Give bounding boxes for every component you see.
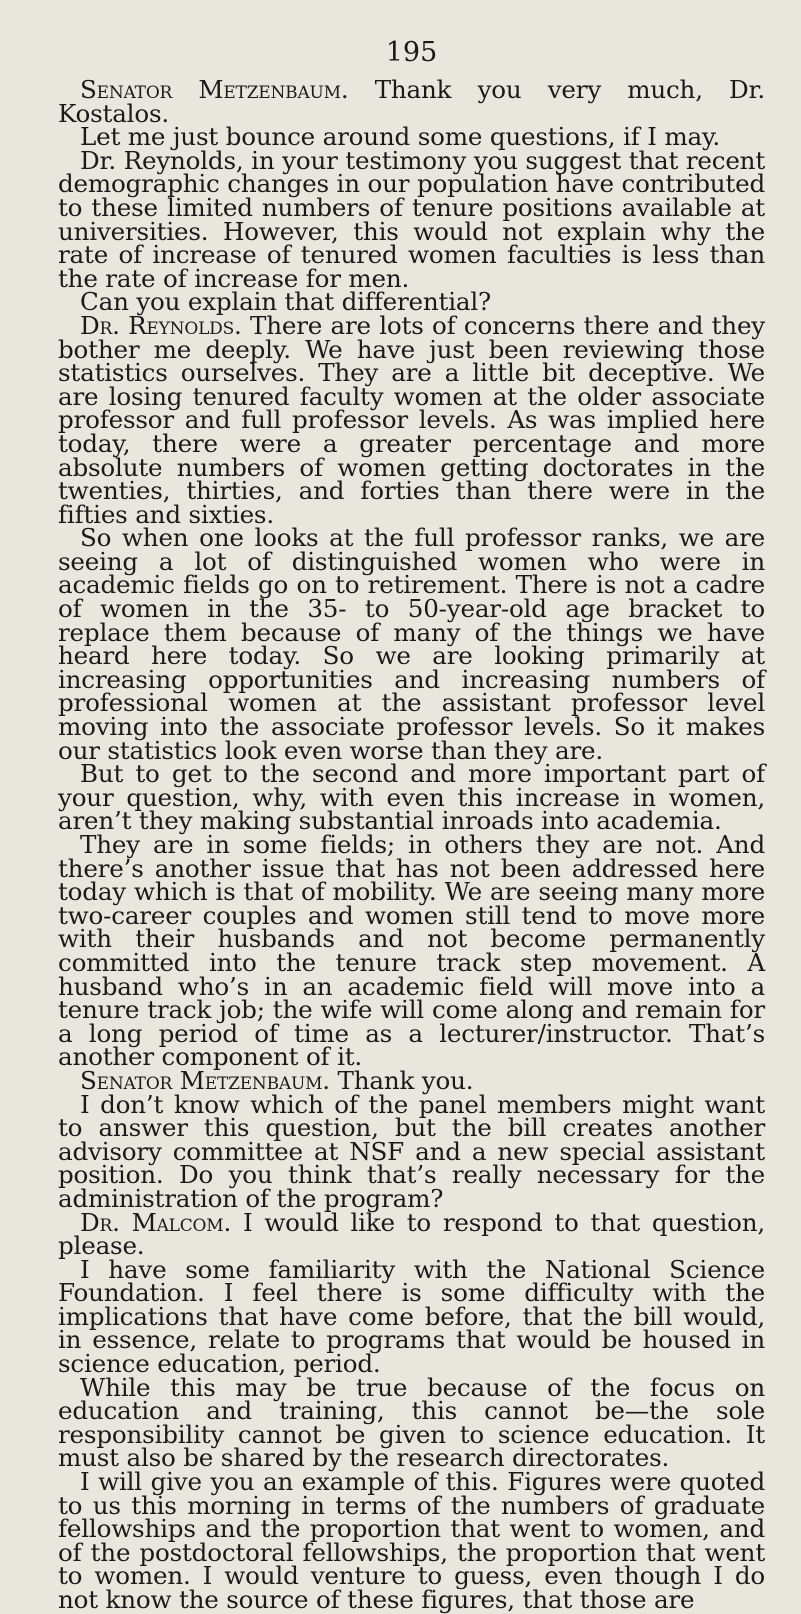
paragraph — [58, 75, 766, 128]
paragraph-text: Can you explain that differential? — [80, 287, 491, 317]
paragraph-text: Thank you very much, Dr. Kostalos. — [58, 75, 766, 128]
speaker-name: Senator Metzenbaum. — [80, 1065, 330, 1095]
paragraph-text: Dr. Reynolds, in your testimony you suggest that recent demographic changes in our population have contributed to these limited numbers of tenure positions available at universities. However, this would not explain why the rate of increase of tenured women faculties is less than the rate of increase for men. — [58, 145, 765, 293]
paragraph — [58, 830, 765, 1072]
speaker-name: Dr. Malcom. — [80, 1207, 232, 1237]
paragraph-text: I don’t know which of the panel members might want to answer this question, but the bill creates another advisory committee at NSF and a new special assistant position. Do you think that’s really necessary for the administration of the program? — [58, 1089, 765, 1213]
paragraph — [58, 1254, 765, 1379]
paragraph-text: But to get to the second and more important part of your question, why, with even this increase in women, aren’t they making substantial inroads into academia. — [58, 759, 765, 836]
paragraph — [58, 1372, 765, 1473]
speaker-name: Dr. Reynolds. — [80, 310, 242, 340]
paragraph — [58, 1089, 765, 1213]
testimony-body — [58, 75, 766, 1614]
paragraph-text: Thank you. — [329, 1065, 474, 1095]
paragraph — [58, 523, 765, 765]
paragraph-text: There are lots of concerns there and they bother me deeply. We have just been reviewing those statistics ourselves. They are a little bit deceptive. We are losing tenured faculty women at the older associate professor and full professor levels. As was implied here today, there were a greater percentage and more absolute numbers of women getting doctorates in the twenties, thirties, and forties than there were in the fifties and sixties. — [58, 310, 765, 529]
paragraph-text: While this may be true because of the focus on education and training, this cannot be—the sole responsibility cannot be given to science education. It must also be shared by the research directorates. — [58, 1372, 765, 1473]
paragraph-text: They are in some fields; in others they are not. And there’s another issue that has not been addressed here today which is that of mobility. We are seeing many more two-career couples and women still tend to move more with their husbands and not become permanently committed into the tenure track step movement. A husband who’s in an academic field will move into a tenure track job; the wife will come along and remain for a long period of time as a lecturer/instructor. That’s another component of it. — [58, 830, 765, 1072]
paragraph — [58, 1467, 765, 1614]
paragraph-text: So when one looks at the full professor ranks, we are seeing a lot of distinguished women who were in academic fields go on to retirement. There is not a cadre of women in the 35- to 50-year-old age bracket to replace them because of many of the things we have heard here today. So we are looking primarily at increasing opportunities and increasing numbers of professional women at the assistant professor level moving into the associate professor levels. So it makes our statistics look even worse than they are. — [58, 523, 765, 765]
page-number: 195 — [385, 37, 438, 68]
paragraph — [58, 1207, 765, 1261]
paragraph — [58, 310, 765, 529]
paragraph-text: Let me just bounce around some questions, if I may. — [80, 122, 720, 152]
paragraph-text: I will give you an example of this. Figures were quoted to us this morning in terms of the numbers of graduate fellowships and the proportion that went to women, and of the postdoctoral fellowships, the proportion that went to women. I would venture to guess, even though I do not know the source of these figures, that those are — [58, 1467, 765, 1614]
speaker-name: Senator Metzenbaum. — [80, 75, 349, 104]
paragraph — [58, 145, 765, 293]
paragraph-text: I have some familiarity with the National Science Foundation. I feel there is some difficulty with the implications that have come before, that the bill would, in essence, relate to programs that would be housed in science education, period. — [58, 1254, 765, 1379]
paragraph-text: I would like to respond to that question, please. — [58, 1207, 765, 1261]
paragraph — [58, 759, 765, 836]
